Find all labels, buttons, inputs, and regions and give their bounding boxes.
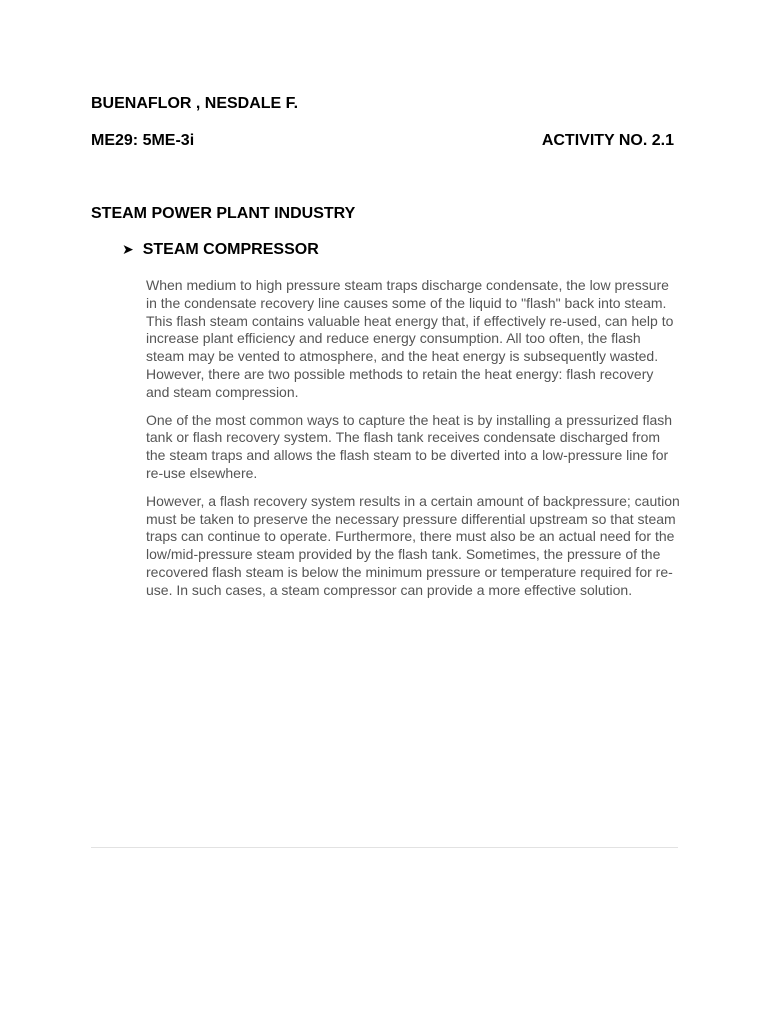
activity-number: ACTIVITY NO. 2.1 (541, 132, 674, 149)
paragraph-2: One of the most common ways to capture the heat is by installing a pressurized flash tank or flash recovery system. The flash tank receives condensate discharged from the steam traps and allows the flash steam to be diverted into a low-pressure line for re-use elsewhere. (146, 411, 673, 481)
course-code: ME29: 5ME-3i (91, 132, 195, 149)
bullet-heading (122, 241, 319, 259)
paragraph-1: When medium to high pressure steam traps discharge condensate, the low pressure in the condensate recovery line causes some of the liquid to "flash" back into steam. This flash steam contains valuable heat energy that, if effectively re-used, can help to increase plant efficiency and reduce energy consumption. All too often, the flash steam may be vented to atmosphere, and the heat energy is subsequently wasted. However, there are two possible methods to retain the heat energy: flash recovery and steam compression. (146, 277, 674, 400)
body-text (146, 277, 680, 610)
author-name: BUENAFLOR , NESDALE F. (91, 95, 299, 112)
paragraph-3: However, a flash recovery system results in a certain amount of backpressure; caution must be taken to preserve the necessary pressure differential upstream so that steam traps can continue to operate. Furthermore, there must also be an actual need for the low/mid-pressure steam provided by the flash tank. Sometimes, the pressure of the recovered flash steam is below the minimum pressure or temperature required for re-use. In such cases, a steam compressor can provide a more effective solution. (146, 492, 680, 598)
page-divider (91, 847, 678, 848)
section-title: STEAM POWER PLANT INDUSTRY (91, 205, 356, 222)
arrow-bullet-icon: ➤ (122, 242, 134, 258)
sub-heading: STEAM COMPRESSOR (142, 241, 319, 258)
